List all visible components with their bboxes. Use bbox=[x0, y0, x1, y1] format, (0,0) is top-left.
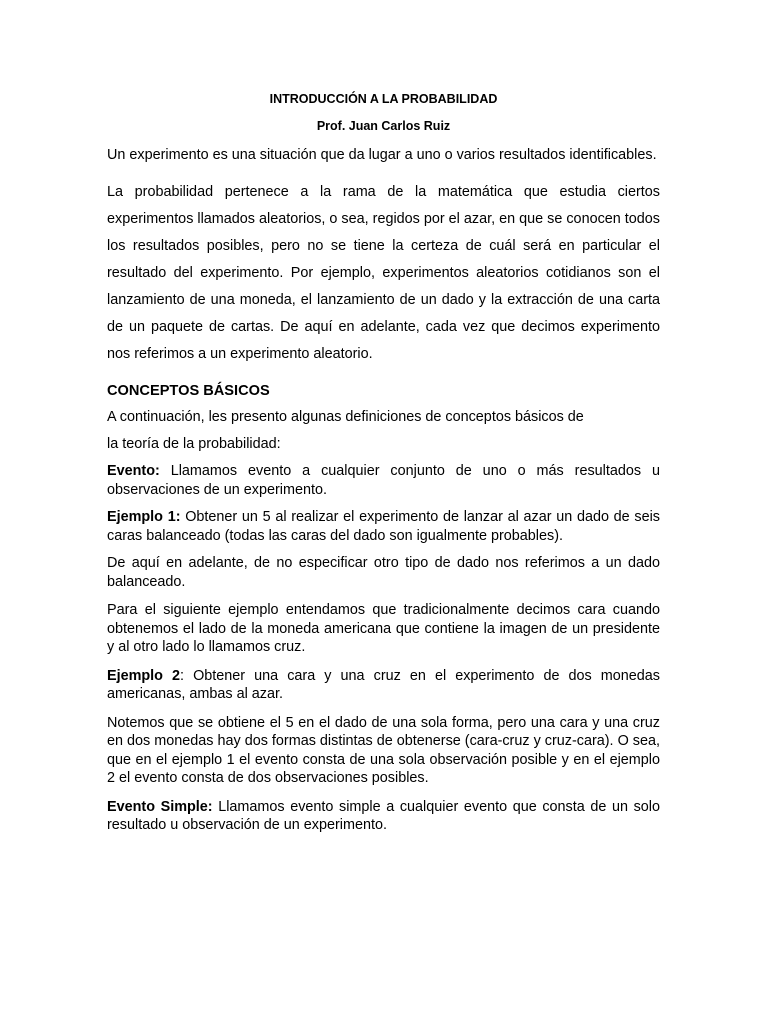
definition-evento-simple-text: Llamamos evento simple a cualquier evento que consta de un solo resultado u observación de un experimento. bbox=[107, 798, 660, 833]
paragraph-experimento: Un experimento es una situación que da lugar a uno o varios resultados identificables. bbox=[107, 147, 657, 163]
document-author: Prof. Juan Carlos Ruiz bbox=[316, 119, 451, 133]
example-1-text: Obtener un 5 al realizar el experimento de lanzar al azar un dado de seis caras balanceado (todas las caras del dado son igualmente probables). bbox=[107, 509, 660, 544]
term-ejemplo-2: Ejemplo 2 bbox=[107, 667, 181, 684]
definition-evento-simple bbox=[107, 798, 660, 835]
paragraph-moneda: Para el siguiente ejemplo entendamos que tradicionalmente decimos cara cuando obtenemos el lado de la moneda americana que contiene la imagen de un presidente y al otro lado lo llamamos cruz. bbox=[107, 602, 660, 655]
paragraph-dado-balanceado: De aquí en adelante, de no especificar otro tipo de dado nos referimos a un dado balanceado. bbox=[107, 555, 660, 590]
document-page bbox=[107, 89, 660, 835]
term-evento: Evento: bbox=[107, 463, 160, 479]
example-2 bbox=[107, 667, 660, 704]
intro-line-1: A continuación, les presento algunas definiciones de conceptos básicos de bbox=[107, 409, 584, 425]
definition-evento bbox=[107, 462, 660, 499]
intro-line-2: la teoría de la probabilidad: bbox=[107, 436, 281, 452]
example-2-text: : Obtener una cara y una cruz en el experimento de dos monedas americanas, ambas al azar. bbox=[107, 667, 660, 702]
term-evento-simple: Evento Simple: bbox=[107, 798, 213, 815]
document-title: INTRODUCCIÓN A LA PROBABILIDAD bbox=[269, 92, 498, 106]
paragraph-probabilidad: La probabilidad pertenece a la rama de la matemática que estudia ciertos experimentos llamados aleatorios, o sea, regidos por el azar, en que se conocen todos los resultados posibles, pero no se tiene la certeza de cuál será en particular el resultado del experimento. Por ejemplo, experimentos aleatorios cotidianos son el lanzamiento de una moneda, el lanzamiento de un dado y la extracción de una carta de un paquete de cartas. De aquí en adelante, cada vez que decimos experimento nos referimos a un experimento aleatorio. bbox=[107, 184, 660, 362]
example-1 bbox=[107, 508, 660, 545]
term-ejemplo-1: Ejemplo 1: bbox=[107, 509, 181, 525]
definition-evento-text: Llamamos evento a cualquier conjunto de uno o más resultados u observaciones de un experimento. bbox=[107, 463, 660, 498]
section-heading-conceptos: CONCEPTOS BÁSICOS bbox=[107, 383, 270, 399]
paragraph-notemos: Notemos que se obtiene el 5 en el dado de una sola forma, pero una cara y una cruz en dos monedas hay dos formas distintas de obtenerse (cara-cruz y cruz-cara). O sea, que en el ejemplo 1 el evento consta de una sola observación posible y en el ejemplo 2 el evento consta de dos observaciones posibles. bbox=[107, 714, 660, 786]
